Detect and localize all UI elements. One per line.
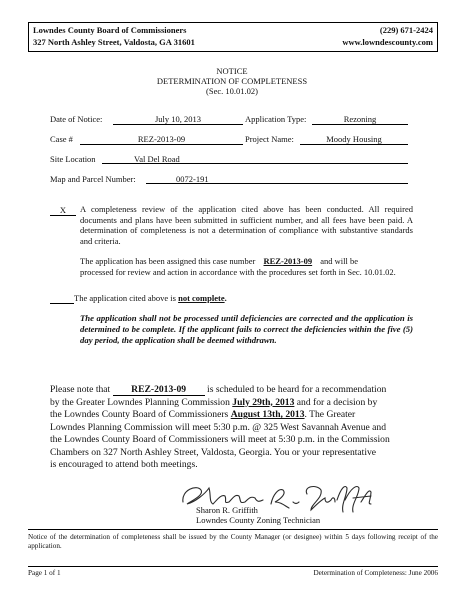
date-value: July 10, 2013 [113,114,243,125]
page-number: Page 1 of 1 [28,569,61,577]
org-address: 327 North Ashley Street, Valdosta, GA 31601 [33,37,195,47]
footnote: Notice of the determination of completeness shall be issued by the County Manager (or designee) within 5 days following receipt of the application. [28,533,438,550]
org-phone: (229) 671-2424 [379,25,433,35]
board-date: August 13th, 2013 [230,409,305,420]
complete-checkmark: X [50,205,76,216]
hearing-line-5: the Lowndes County Board of Commissioners will meet at 5:30 p.m. in the Commission [50,434,390,445]
hearing-case: REZ-2013-09 [113,385,205,396]
incomplete-line [50,293,413,304]
hearing-text-3: by the Greater Lowndes Planning Commission [50,396,230,408]
hearing-text-2: is scheduled to be heard for a recommendation [207,384,387,395]
hearing-line-3 [50,409,422,422]
complete-statement: A completeness review of the application cited above has been conducted. All required documents and plans have been submitted in sufficient number, and all fees have been paid. A determination of completeness is not a determination of compliance with substantive standards and criteria. [80,204,413,246]
hearing-text-1: Please note that [50,384,111,395]
case-value: REZ-2013-09 [80,134,243,145]
assigned-pre: The application has been assigned this case number [80,256,256,266]
assigned-case: REZ-2013-09 [263,256,313,266]
app-type-label: Application Type: [245,114,307,124]
org-name: Lowndes County Board of Commissioners [33,25,187,35]
assigned-paragraph [80,256,413,277]
letterhead-box [28,22,438,52]
footnote-divider [28,529,438,530]
org-website: www.lowndescounty.com [342,37,433,47]
planning-date: July 29th, 2013 [232,396,295,408]
section-reference: (Sec. 10.01.02) [206,86,258,96]
incomplete-warning: The application shall not be processed until deficiencies are corrected and the application is determined to be complete. If the applicant fails to correct the deficiencies within the five (5) day period, the application shall be deemed withdrawn. [80,313,413,345]
site-value: Val Del Road [102,154,408,164]
hearing-text-4: and for a decision by [296,396,378,408]
hearing-text-6: . The Greater [304,409,356,420]
notice-heading: NOTICE [216,66,248,76]
project-value: Moody Housing [300,134,408,145]
hearing-paragraph [50,384,422,472]
incomplete-pre: The application cited above is [74,293,176,303]
hearing-line-6: Chambers on 327 North Ashley Street, Valdosta, Georgia. You or your representative [50,446,377,458]
project-label: Project Name: [245,134,294,144]
site-label: Site Location [50,154,96,164]
assigned-post2: processed for review and action in accordance with the procedures set forth in Sec. 10.01.02. [80,266,396,277]
hearing-line-7: is encouraged to attend both meetings. [50,459,198,470]
hearing-line-2 [50,397,422,410]
case-label: Case # [50,134,73,144]
map-value: 0072-191 [146,174,408,184]
hearing-line-4: Lowndes Planning Commission will meet 5:30 p.m. @ 325 West Savannah Avenue and [50,421,386,433]
hearing-line-1 [50,384,422,397]
document-title: DETERMINATION OF COMPLETENESS [156,76,308,86]
signatory-name: Sharon R. Griffith [196,505,258,515]
incomplete-checkmark [50,294,74,304]
hearing-text-5: the Lowndes County Board of Commissioners [50,409,229,420]
map-label: Map and Parcel Number: [50,174,136,184]
footer-divider [28,566,438,567]
date-label: Date of Notice: [50,114,103,124]
incomplete-bold: not complete [178,293,225,303]
app-type-value: Rezoning [312,114,408,125]
incomplete-period: . [224,293,227,303]
form-version: Determination of Completeness: June 2006 [313,569,438,577]
assigned-post1: and will be [320,256,359,266]
signatory-title: Lowndes County Zoning Technician [196,515,321,525]
